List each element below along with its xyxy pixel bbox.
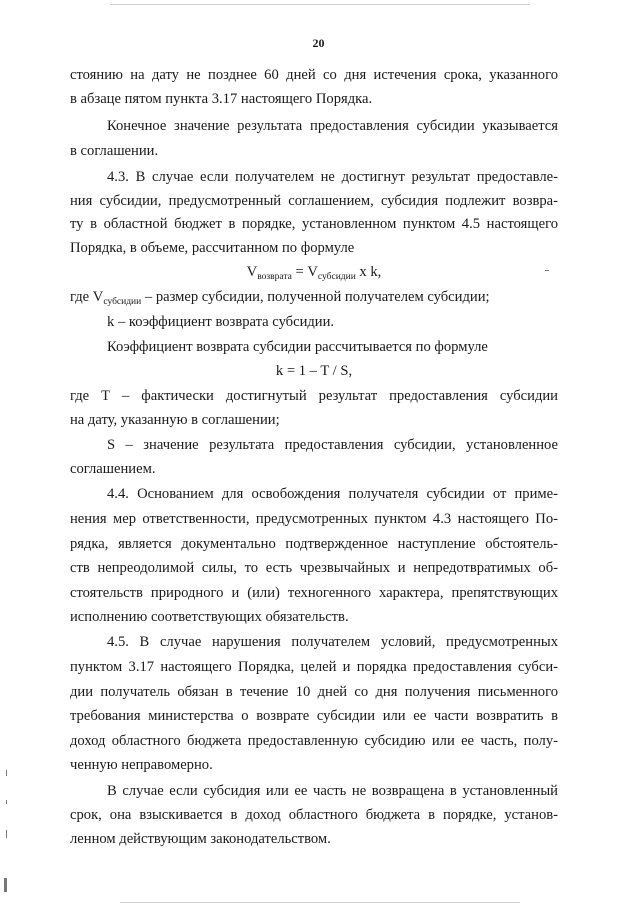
text-line-where: [70, 288, 558, 311]
formula-coefficient: k = 1 – T / S,: [275, 363, 353, 379]
text-line: S – значение результата предоставления субсидии, установленное: [107, 437, 558, 453]
where-text: – размер субсидии, полученной получателем субсидии;: [141, 289, 490, 305]
text-line: В случае если субсидия или ее часть не возвращена в установленный: [107, 783, 558, 799]
bottom-scan-edge: [120, 902, 520, 903]
text-line: Порядка, в объеме, рассчитанном по формуле: [70, 240, 355, 256]
top-scan-edge: [110, 4, 530, 5]
scan-speck: [6, 800, 7, 804]
text-line: стоянию на дату не позднее 60 дней со дня истечения срока, указанного: [70, 67, 558, 83]
where-prefix: где V: [70, 289, 104, 305]
formula-subscript: субсидии: [317, 272, 356, 282]
text-line: стоятельств природного и (или) техногенного характера, препятствующих: [70, 585, 558, 601]
text-line: в абзаце пятом пункта 3.17 настоящего Порядка.: [70, 91, 373, 107]
formula-equals: = V: [291, 264, 318, 280]
where-subscript: субсидии: [103, 297, 142, 307]
scan-speck: [4, 878, 7, 892]
formula-v: V: [246, 264, 258, 280]
formula-subscript: возврата: [257, 272, 292, 282]
text-line: ленном действующим законодательством.: [70, 831, 331, 847]
scan-speck: [6, 830, 7, 838]
formula-rest: x k,: [355, 264, 382, 280]
scan-speck: [6, 770, 7, 776]
text-line: требования министерства о возврате субсидии или ее части возвратить в: [70, 708, 558, 724]
text-line: где Т – фактически достигнутый результат предоставления субсидии: [70, 388, 558, 404]
text-line: k – коэффициент возврата субсидии.: [107, 314, 335, 330]
text-line: рядка, является документально подтвержденное наступление обстоятель-: [70, 536, 558, 552]
text-line: пунктом 3.17 настоящего Порядка, целей и порядка предоставления субси-: [70, 659, 558, 675]
text-line: ченную неправомерно.: [70, 757, 213, 773]
text-line: исполнению соответствующих обязательств.: [70, 609, 349, 625]
text-line: нения мер ответственности, предусмотренных пунктом 4.3 настоящего По-: [70, 511, 558, 527]
text-line: дии получатель обязан в течение 10 дней со дня получения письменного: [70, 684, 558, 700]
text-line: срок, она взыскивается в доход областного бюджета в порядке, установ-: [70, 807, 558, 823]
text-line: доход областного бюджета предоставленную субсидию или ее часть, полу-: [70, 733, 558, 749]
text-line: на дату, указанную в соглашении;: [70, 412, 280, 428]
text-line: в соглашении.: [70, 143, 159, 159]
text-line: Конечное значение результата предоставления субсидии указывается: [107, 118, 558, 134]
text-line: 4.4. Основанием для освобождения получателя субсидии от приме-: [107, 486, 558, 502]
text-line: ния субсидии, предусмотренный соглашением, субсидия подлежит возвра-: [70, 193, 558, 209]
text-line: ств непреодолимой силы, то есть чрезвычайных и непредотвратимых об-: [70, 560, 558, 576]
page-number: 20: [312, 36, 325, 50]
formula-return-amount: [70, 263, 558, 286]
text-line: 4.5. В случае нарушения получателем условий, предусмотренных: [107, 634, 558, 650]
scan-speck: [545, 270, 549, 271]
text-line: Коэффициент возврата субсидии рассчитывается по формуле: [107, 339, 488, 355]
text-line: соглашением.: [70, 461, 156, 477]
text-line: 4.3. В случае если получателем не достигнут результат предоставле-: [107, 169, 558, 185]
text-line: ту в областной бюджет в порядке, установленном пунктом 4.5 настоящего: [70, 216, 558, 232]
